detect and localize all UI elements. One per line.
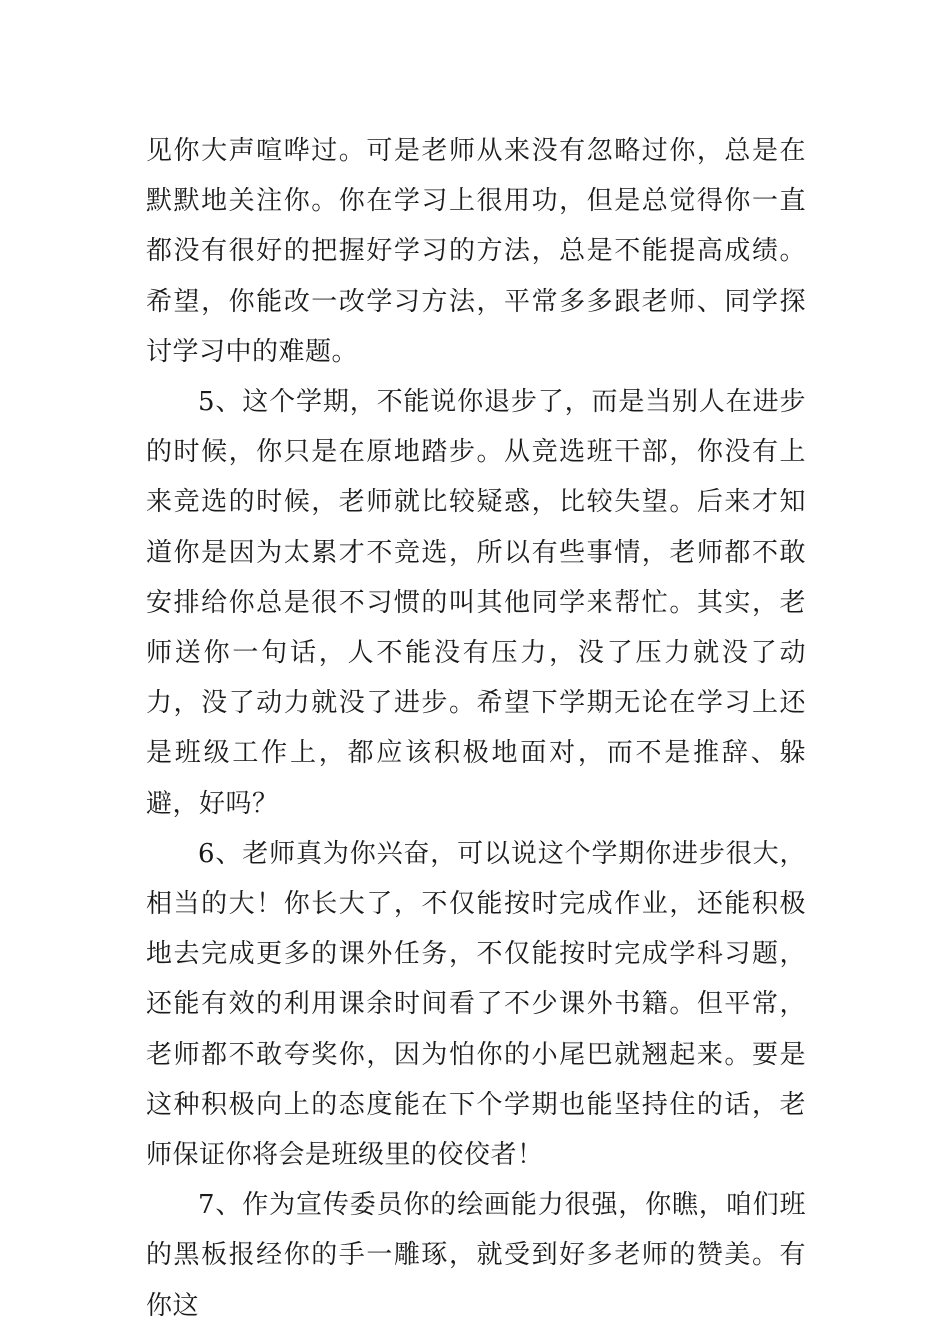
paragraph-comment-5: 5、这个学期，不能说你退步了，而是当别人在进步的时候，你只是在原地踏步。从竞选班干部，你没有上来竞选的时候，老师就比较疑惑，比较失望。后来才知道你是因为太累才不竞选，所以有些事情，老师都不敢安排给你总是很不习惯的叫其他同学来帮忙。其实，老师送你一句话，人不能没有压力，没了压力就没了动力，没了动力就没了进步。希望下学期无论在学习上还是班级工作上，都应该积极地面对，而不是推辞、躲避，好吗？ bbox=[146, 387, 806, 819]
paragraph-continued: 见你大声喧哗过。可是老师从来没有忽略过你，总是在默默地关注你。你在学习上很用功，但是总觉得你一直都没有很好的把握好学习的方法，总是不能提高成绩。希望，你能改一改学习方法，平常多多跟老师、同学探讨学习中的难题。 bbox=[146, 136, 806, 367]
paragraph-comment-6: 6、老师真为你兴奋，可以说这个学期你进步很大，相当的大！你长大了，不仅能按时完成作业，还能积极地去完成更多的课外任务，不仅能按时完成学科习题，还能有效的利用课余时间看了不少课外书籍。但平常，老师都不敢夸奖你，因为怕你的小尾巴就翘起来。要是这种积极向上的态度能在下个学期也能坚持住的话，老师保证你将会是班级里的佼佼者！ bbox=[146, 838, 806, 1171]
document-body bbox=[146, 126, 806, 1331]
paragraph-comment-7: 7、作为宣传委员你的绘画能力很强，你瞧，咱们班的黑板报经你的手一雕琢，就受到好多老师的赞美。有你这 bbox=[146, 1190, 806, 1321]
